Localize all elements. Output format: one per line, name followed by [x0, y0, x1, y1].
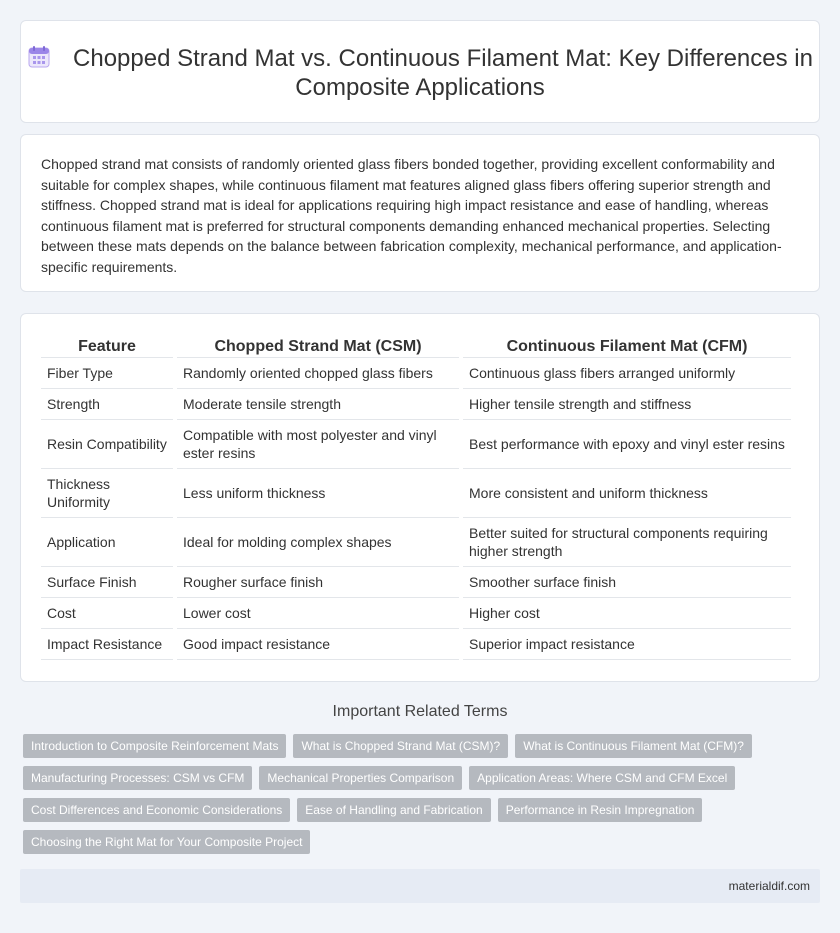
comparison-table: [37, 334, 795, 660]
footer-site-link[interactable]: materialdif.com: [728, 879, 810, 893]
related-term-link[interactable]: What is Continuous Filament Mat (CFM)?: [515, 734, 752, 758]
related-term-link[interactable]: Cost Differences and Economic Considerations: [23, 798, 290, 822]
cell-csm: Compatible with most polyester and vinyl ester resins: [177, 420, 459, 469]
cell-cfm: Superior impact resistance: [463, 629, 791, 660]
calendar-icon: [27, 45, 51, 69]
cell-feature: Fiber Type: [41, 358, 173, 389]
table-row: [41, 567, 791, 598]
table-row: [41, 358, 791, 389]
cell-cfm: Higher tensile strength and stiffness: [463, 389, 791, 420]
cell-cfm: Best performance with epoxy and vinyl ester resins: [463, 420, 791, 469]
related-term-link[interactable]: Ease of Handling and Fabrication: [297, 798, 490, 822]
footer: [20, 869, 820, 903]
table-row: [41, 629, 791, 660]
cell-cfm: Better suited for structural components requiring higher strength: [463, 518, 791, 567]
related-terms-list: [23, 734, 823, 854]
page-title: Chopped Strand Mat vs. Continuous Filament Mat: Key Differences in Composite Applications: [73, 45, 813, 101]
cell-cfm: Continuous glass fibers arranged uniformly: [463, 358, 791, 389]
related-term-link[interactable]: Performance in Resin Impregnation: [498, 798, 703, 822]
title-card: [20, 20, 820, 123]
table-row: [41, 518, 791, 567]
cell-csm: Randomly oriented chopped glass fibers: [177, 358, 459, 389]
cell-cfm: More consistent and uniform thickness: [463, 469, 791, 518]
header-feature: Feature: [41, 334, 173, 358]
intro-paragraph: Chopped strand mat consists of randomly oriented glass fibers bonded together, providing excellent conformability and suitable for complex shapes, while continuous filament mat features aligned glass fibers offering superior strength and stiffness. Chopped strand mat is ideal for applications requiring high impact resistance and ease of handling, whereas continuous filament mat is preferred for structural components demanding enhanced mechanical properties. Selecting between these mats depends on the balance between fabrication complexity, mechanical performance, and application-specific requirements.: [41, 156, 782, 275]
related-term-link[interactable]: Application Areas: Where CSM and CFM Excel: [469, 766, 735, 790]
cell-feature: Resin Compatibility: [41, 420, 173, 469]
cell-feature: Surface Finish: [41, 567, 173, 598]
cell-cfm: Smoother surface finish: [463, 567, 791, 598]
header-csm: Chopped Strand Mat (CSM): [177, 334, 459, 358]
cell-feature: Impact Resistance: [41, 629, 173, 660]
comparison-table-card: [20, 313, 820, 682]
cell-csm: Less uniform thickness: [177, 469, 459, 518]
cell-csm: Moderate tensile strength: [177, 389, 459, 420]
related-term-link[interactable]: What is Chopped Strand Mat (CSM)?: [293, 734, 508, 758]
related-terms-heading: Important Related Terms: [332, 703, 508, 720]
related-term-link[interactable]: Choosing the Right Mat for Your Composite Project: [23, 830, 310, 854]
intro-card: [20, 134, 820, 292]
related-term-link[interactable]: Manufacturing Processes: CSM vs CFM: [23, 766, 252, 790]
table-row: [41, 420, 791, 469]
table-header-row: [41, 334, 791, 358]
cell-csm: Rougher surface finish: [177, 567, 459, 598]
related-term-link[interactable]: Mechanical Properties Comparison: [259, 766, 462, 790]
cell-cfm: Higher cost: [463, 598, 791, 629]
cell-feature: Cost: [41, 598, 173, 629]
cell-feature: Strength: [41, 389, 173, 420]
header-cfm: Continuous Filament Mat (CFM): [463, 334, 791, 358]
table-row: [41, 389, 791, 420]
cell-feature: Thickness Uniformity: [41, 469, 173, 518]
page-title-wrap: [21, 44, 819, 102]
table-row: [41, 598, 791, 629]
table-row: [41, 469, 791, 518]
cell-csm: Good impact resistance: [177, 629, 459, 660]
cell-csm: Lower cost: [177, 598, 459, 629]
cell-feature: Application: [41, 518, 173, 567]
related-term-link[interactable]: Introduction to Composite Reinforcement Mats: [23, 734, 286, 758]
cell-csm: Ideal for molding complex shapes: [177, 518, 459, 567]
